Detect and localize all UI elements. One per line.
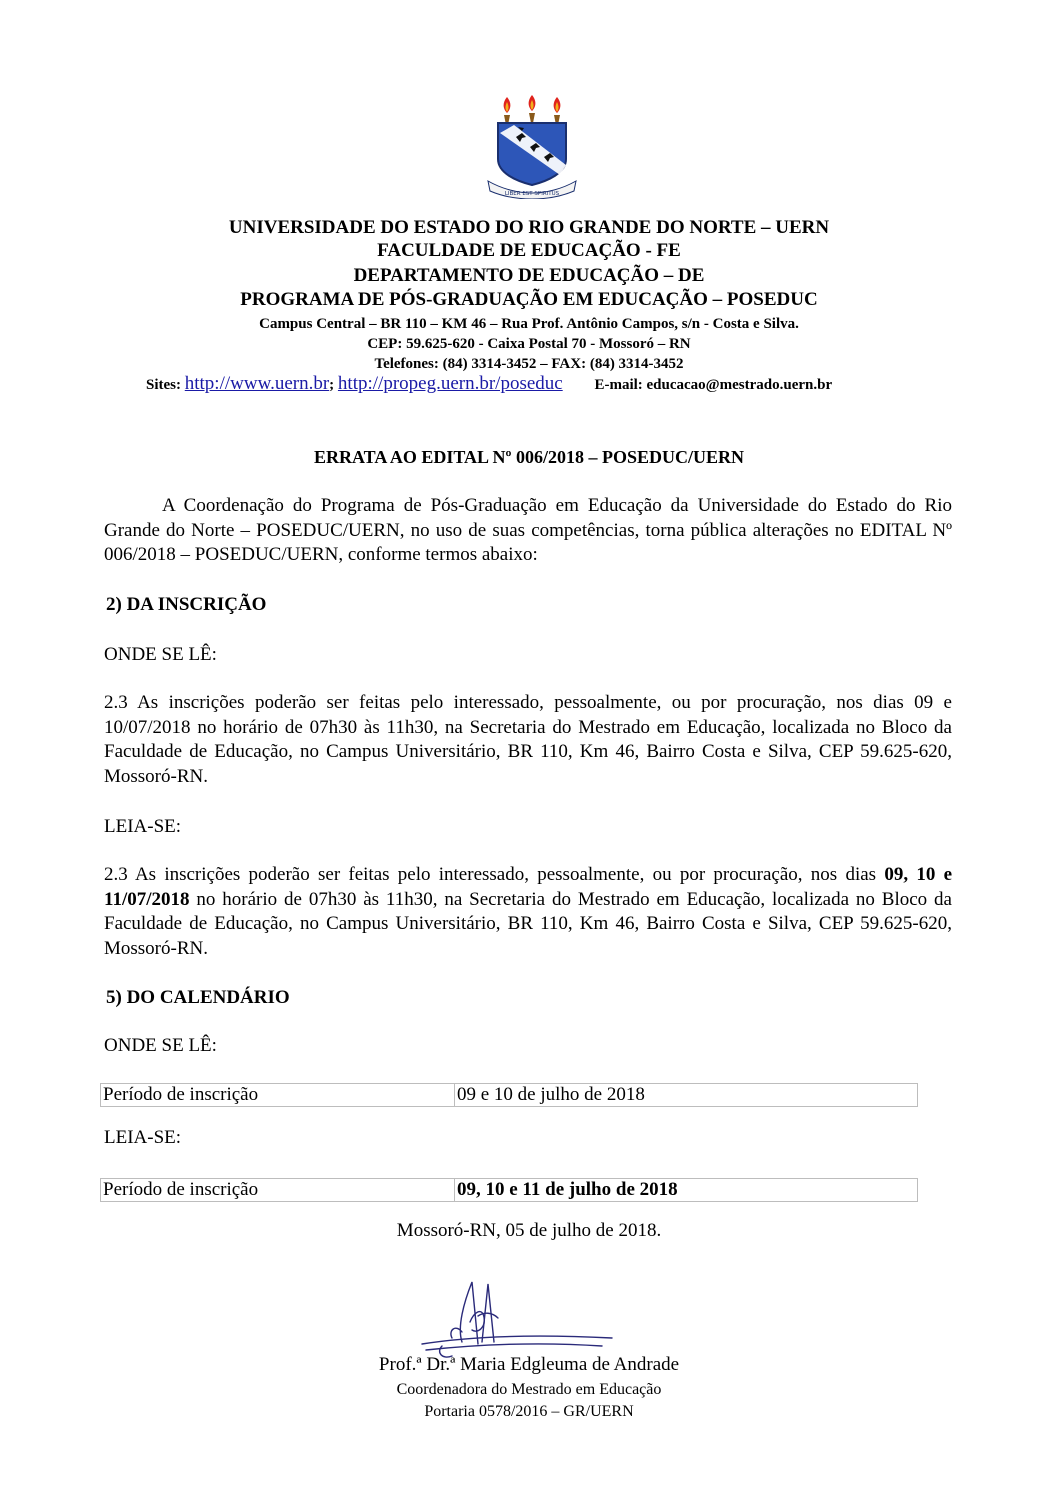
poseduc-site-link[interactable]: http://propeg.uern.br/poseduc [337, 373, 563, 394]
leia-text-before: 2.3 As inscrições poderão ser feitas pelo interessado, pessoalmente, ou por procuração, nos dias [104, 864, 885, 885]
table-row [101, 1084, 918, 1107]
sites-separator: ; [329, 377, 335, 393]
calendar-table-onde [100, 1083, 918, 1107]
department-name: DEPARTAMENTO DE EDUCAÇÃO – DE [353, 265, 705, 286]
section5-heading: 5) DO CALENDÁRIO [106, 987, 290, 1008]
section5-leia-label: LEIA-SE: [104, 1127, 182, 1148]
section2-leia-paragraph [104, 863, 952, 961]
svg-text:LIBER EST SPIRITUS: LIBER EST SPIRITUS [504, 191, 560, 197]
table-cell-value: 09, 10 e 11 de julho de 2018 [455, 1179, 918, 1202]
handwritten-signature [412, 1272, 617, 1364]
signatory-ordinance: Portaria 0578/2016 – GR/UERN [424, 1403, 634, 1420]
address-line: Campus Central – BR 110 – KM 46 – Rua Prof. Antônio Campos, s/n - Costa e Silva. [259, 316, 799, 332]
section2-leia-label: LEIA-SE: [104, 816, 182, 837]
table-cell-label: Período de inscrição [101, 1084, 455, 1107]
section2-onde-label: ONDE SE LÊ: [104, 644, 217, 665]
leia-text-bold-dates: 09, 10 e 11/07/2018 [104, 864, 952, 910]
email-line: E-mail: educacao@mestrado.uern.br [594, 377, 833, 393]
torch-icon [529, 95, 536, 123]
university-name: UNIVERSIDADE DO ESTADO DO RIO GRANDE DO NORTE – UERN [228, 217, 830, 238]
section2-onde-text: 2.3 As inscrições poderão ser feitas pelo interessado, pessoalmente, ou por procuração, nos dias 09 e 10/07/2018 no horário de 07h30 às 11h30, na Secretaria do Mestrado em Educação, localizada no Bloco da Faculdade de Educação, no Campus Universitário, BR 110, Km 46, Bairro Costa e Silva, CEP 59.625-620, Mossoró-RN. [104, 692, 952, 787]
table-row [101, 1179, 918, 1202]
signatory-role: Coordenadora do Mestrado em Educação [396, 1381, 662, 1398]
program-name: PROGRAMA DE PÓS-GRADUAÇÃO EM EDUCAÇÃO – POSEDUC [240, 289, 818, 310]
torch-icon [554, 97, 561, 125]
uern-coat-of-arms-logo [482, 93, 582, 199]
intro-text: A Coordenação do Programa de Pós-Graduação em Educação da Universidade do Estado do Rio Grande do Norte – POSEDUC/UERN, no uso de suas competências, torna pública alterações no EDITAL Nº 006/2018 – POSEDUC/UERN, conforme termos abaixo: [104, 495, 952, 565]
table-cell-value: 09 e 10 de julho de 2018 [455, 1084, 918, 1107]
faculty-name: FACULDADE DE EDUCAÇÃO - FE [377, 240, 681, 261]
uern-site-link[interactable]: http://www.uern.br [184, 373, 330, 394]
calendar-table-leia [100, 1178, 918, 1202]
place-date: Mossoró-RN, 05 de julho de 2018. [396, 1220, 662, 1241]
table-cell-label: Período de inscrição [101, 1179, 455, 1202]
leia-text-after: no horário de 07h30 às 11h30, na Secretaria do Mestrado em Educação, localizada no Bloco da Faculdade de Educação, no Campus Universitário, BR 110, Km 46, Bairro Costa e Silva, CEP 59.625-620, Mossoró-RN. [104, 888, 952, 959]
sites-line [146, 373, 832, 395]
torch-icon [504, 97, 511, 125]
phones-line: Telefones: (84) 3314-3452 – FAX: (84) 3314-3452 [374, 356, 684, 372]
sites-label: Sites: [146, 377, 181, 393]
intro-paragraph [104, 494, 952, 568]
signatory-name: Prof.ª Dr.ª Maria Edgleuma de Andrade [378, 1354, 680, 1375]
section2-heading: 2) DA INSCRIÇÃO [106, 594, 267, 615]
cep-line: CEP: 59.625-620 - Caixa Postal 70 - Mossoró – RN [367, 336, 691, 352]
section5-onde-label: ONDE SE LÊ: [104, 1035, 217, 1056]
document-title: ERRATA AO EDITAL Nº 006/2018 – POSEDUC/UERN [314, 447, 744, 467]
